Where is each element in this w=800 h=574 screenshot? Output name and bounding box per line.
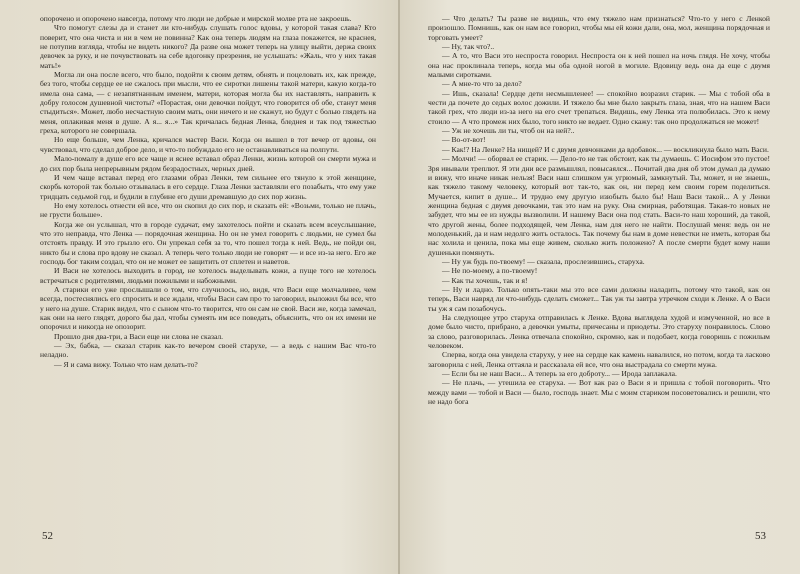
paragraph: — Эх, бабка, — сказал старик как-то вечером своей старухе, — а ведь с нашим Вас что-то неладно.	[40, 341, 376, 360]
paragraph: — Ишь, сказала! Сердце дети несмышленее! — спокойно возразил старик. — Мы с тобой оба в чести да почете до седых волос дожили. И тяжело бы мне было закрыть глаза, зная, что на нашем Васи такой грех, что люди из-за него на его счет трепаться. Видишь, ему Ленка эта полюбилась. Это к нему стоило — А что промеж них было, того никто не ведает. Одно скажу: так оно продолжаться не может!	[428, 88, 770, 126]
paragraph: — Не по-моему, а по-твоему!	[442, 266, 538, 276]
paragraph: — Я и сама вижу. Только что нам делать-то?	[54, 359, 198, 369]
paragraph: Когда же он услышал, что в городе судачат, ему захотелось пойти и сказать всем всеуслышание, что это неправда, что Ленка — порядочная женщина. Но он не умел говорить с людьми, не сумел бы отстоять правду. И это грызло его. Он упрекал себя за то, что пошел тогда к ней. Ведь, не пойди он, никто бы и слова про вдову не сказал. А теперь чего только люди не говорят — и все из-за него. Его же господь бог таким создал, что он не может ее защитить от сплетен и наветов.	[40, 219, 376, 266]
paragraph: — Ну и ладно. Только опять-таки мы это все сами должны наладить, потому что такой, как он теперь, Васи навряд ли что-нибудь сделать сможет... Так уж ты завтра утречком сходи к Ленке. А о Васи ты уж я сам позабочусь.	[428, 284, 770, 313]
paragraph: На следующее утро старуха отправилась к Ленке. Вдова выглядела худой и измученной, но все в доме было чисто, прибрано, а девочки умыты, причесаны и приодеты. Это старуху понравилось. Слово за слово, разговорилась. Ленка отвечала спокойно, скромно, как и подобает, когда говоришь с пожилым человеком.	[428, 313, 770, 351]
paragraph: — Что делать? Ты разве не видишь, что ему тяжело нам признаться? Что-то у него с Ленкой произошло. Помнишь, как он нам все говорил, чтобы мы ей кожи дали, она, мол, женщина порядочная и торговать умеет?	[428, 14, 770, 42]
paragraph: — Во-от-вот!	[442, 135, 486, 145]
page-number: 53	[755, 530, 766, 542]
paragraph: — Как ты хочешь, так и я!	[442, 275, 528, 285]
paragraph: Сперва, когда она увидела старуху, у нее на сердце как камень навалился, но потом, когда та ласково заговорила с ней, Ленка оттаяла и рассказала ей все, что она выстрадала со смерти мужа.	[428, 350, 770, 369]
paragraph: — Как!? На Ленке? На нищей? И с двумя девчонками да вдобавок... — воскликнула было мать Васи.	[442, 144, 769, 154]
paragraph: Но еще больше, чем Ленка, кричался мастер Васи. Когда он вышел в тот вечер от вдовы, он чувствовал, что сделал доброе дело, и что-то побуждало его не останавливаться на полпути.	[40, 135, 376, 154]
paragraph: — Молчи! — оборвал ее старик. — Дело-то не так обстоит, как ты думаешь. С Иосифом это пустое! Зря ивывали треплют. Я эти дни все размышлял, повысаялся... Почитай два дня об этом думал да думаю и вижу, что иначе никак нельзя! Васи наш слишком уж угрюмый, замкнутый. Ты, может, и не знаешь, как тяжело такому человеку, который вот так-то, как он, ни перед кем своим горем поделиться. Мучается, кипит в душе... И трудно ему другую изюбыть было бы! Наш Васи такой... А у Ленки женщина бедная с двумя девочками, так это нам на руку. Она смирная, работящая. Такая-то новых не забудет, что мы ее из нужды вызволили. И нашему Васи она под стать. Васи-то наш хороший, да такой, что другой жены, более подходящей, чем Ленка, нам для него не найти. Послушай меня: ведь он не молоденький, да и нам недолго жить осталось. Так почему бы нам в доме невестки не иметь, которая бы нас холила и ценила, пока мы еще живем, сколько жить положено? А после смерти будет кому наши душеньки помянуть.	[428, 154, 770, 257]
paragraph: Прошло дня два-три, а Васи еще ни слова не сказал.	[54, 331, 224, 341]
paragraph: — Ну уж будь по-твоему! — сказала, прослезившись, старуха.	[442, 256, 645, 266]
page-number: 52	[42, 530, 53, 542]
left-page-text	[40, 14, 376, 369]
paragraph: Что помогут слезы да и станет ли кто-нибудь слушать голос вдовы, у которой такая слава? Кто поверит, что она чиста и ни в чем не повинна? Как она теперь людям на глаза покажется, не краснея, не потупив взгляда, чтобы не видеть никого? Да разве она может теперь на улицу выйти, держа своих девочек за руку, и не почувствовать на себе вдогонку презрения, не услышать: «Жаль, что у них такая мать!»	[40, 23, 376, 70]
paragraph: Но ему хотелось отнести ей все, что он скопил до сих пор, и сказать ей: «Возьми, только не плачь, не грусти больше».	[40, 200, 376, 220]
paragraph: И Васи не хотелось выходить в город, не хотелось выделывать кожи, а пуще того не хотелось встречаться с родителями, людьми пожилыми и набожными.	[40, 266, 376, 285]
paragraph: — Ну, так что?..	[442, 42, 495, 52]
paragraph: И чем чаще вставал перед его глазами образ Ленки, тем сильнее его тянуло к этой женщине, скорбь которой так больно отзывалась в его сердце. Глаза Ленки заставляли его позабыть, что ему уже тридцать седьмой год, и будили в глубине его души дремавшую до сих пор жизнь.	[40, 172, 376, 201]
paragraph: опорочено и опорочено навсегда, потому что люди не добрые и мирской молве рта не закроешь.	[40, 14, 352, 23]
paragraph: Могла ли она после всего, что было, подойти к своим детям, обнять и поцеловать их, как прежде, без того, чтобы сердце ее не сжалось при мысли, что ее сиротки лишены такой матери, какую когда-то имела она сама, — с незапятнанным именем, матери, которая могла бы их наставлять, направить к добру голосом душевной чистоты? «Порастая, они девочки пойдут, что говорится об обе, станут меня стыдиться». Может, любо несчастную своим мать, они ничего и не скажут, но будут с болью глядеть на меня, оплакивая меня в душе. А я... я...» Так кричалась бедная Ленка, бледнея и так под тяжестью греха, которого не совершала.	[40, 70, 376, 136]
right-page	[400, 0, 800, 574]
paragraph: — Если бы не наш Васи... А теперь за его доброту... — Ирода заплакала.	[442, 369, 677, 379]
paragraph: — Уж не хочешь ли ты, чтоб он на ней?..	[442, 126, 575, 136]
paragraph: — Не плачь, — утешила ее старуха. — Вот как раз о Васи я и пришла с тобой поговорить. Что между вами — тобой и Васи — было, господь знает. Мы с моим стариком посоветовались и решили, что не надо бога	[428, 378, 770, 407]
paragraph: — А то, что Васи это неспроста говорил. Неспроста он к ней пошел на ночь глядя. Не хочу, чтобы она нас проклинала теперь, когда мы оба одной ногой в могиле. Вдовицу ведь она да еще с двумя малыми сиротками.	[428, 51, 770, 80]
paragraph: Мало-помалу в душе его все чаще и яснее вставал образ Ленки, жизнь которой он смерти мужа и до сих пор была непрерывным рядом безрадостных, черных дней.	[40, 154, 376, 173]
right-page-text	[428, 14, 770, 406]
paragraph: А старики его уже прослышали о том, что случилось, но, видя, что Васи еще молчаливее, чем всегда, постеснялись его спросить и все ждали, чтобы Васи сам про то заговорил, выложил бы все, что у него на душе. Старик видел, что с сыном что-то творится, что он сам не свой. Васи же, когда замечал, как они на него глядят, дорого бы дал, чтобы сумеять им все поведать, объяснить, что он их имени не опорочил и никогда не опозорит.	[40, 284, 376, 332]
paragraph: — А мне-то что за дело?	[442, 79, 522, 89]
